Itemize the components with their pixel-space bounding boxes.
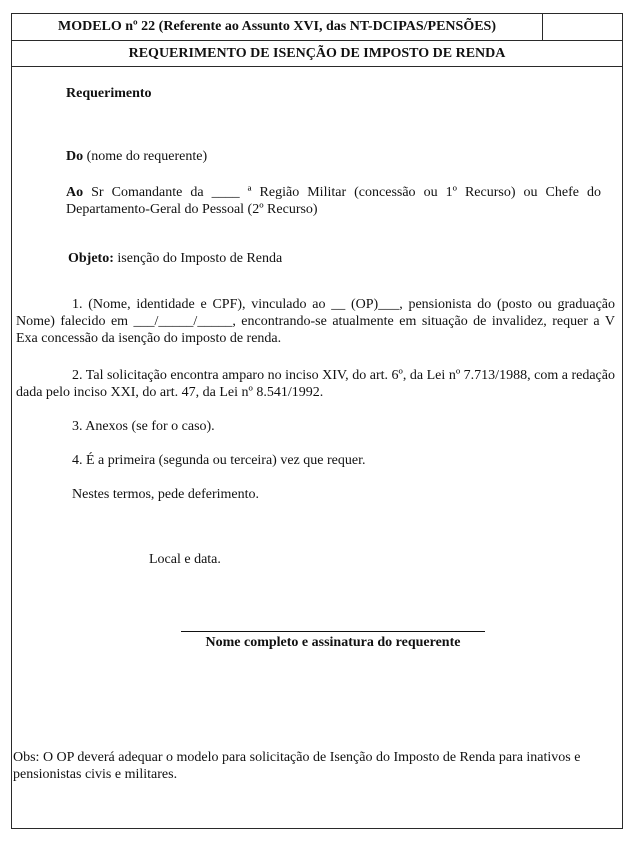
model-title: MODELO nº 22 (Referente ao Assunto XVI, das NT-DCIPAS/PENSÕES) [12,14,543,40]
to-text: Sr Comandante da ____ ª Região Militar (concessão ou 1º Recurso) ou Chefe do Departamento-Geral do Pessoal (2º Recurso) [66,185,601,217]
item-3-paragraph: 3. Anexos (se for o caso). [72,419,215,434]
document-title: REQUERIMENTO DE ISENÇÃO DE IMPOSTO DE RENDA [12,41,622,67]
object-text: isenção do Imposto de Renda [113,251,283,266]
to-paragraph [66,184,601,218]
object-label: Objeto: [68,251,114,266]
item-1-paragraph: 1. (Nome, identidade e CPF), vinculado ao __ (OP)___, pensionista do (posto ou graduação Nome) falecido em ___/_____/_____, encontrando-se atualmente em situação de invalidez, requer a V Exa concessão da isenção do imposto de renda. [16,297,615,346]
to-label: Ao [66,185,84,200]
item-4-paragraph: 4. É a primeira (segunda ou terceira) vez que requer. [72,453,366,468]
item-2-paragraph: 2. Tal solicitação encontra amparo no inciso XIV, do art. 6º, da Lei nº 7.713/1988, com a redação dada pelo inciso XXI, do art. 47, da Lei nº 8.541/1992. [16,368,615,400]
section-heading: Requerimento [66,86,152,101]
observation-note: Obs: O OP deverá adequar o modelo para solicitação de Isenção do Imposto de Renda para inativos e pensionistas civis e militares. [13,750,581,782]
closing-line: Nestes termos, pede deferimento. [72,487,259,502]
object-line [68,250,282,267]
place-date-line: Local e data. [149,552,221,567]
from-text: (nome do requerente) [83,149,208,164]
from-line [66,148,207,165]
signature-label: Nome completo e assinatura do requerente [205,635,461,650]
signature-line [181,631,485,632]
from-label: Do [66,149,84,164]
header-row-model [12,14,622,41]
